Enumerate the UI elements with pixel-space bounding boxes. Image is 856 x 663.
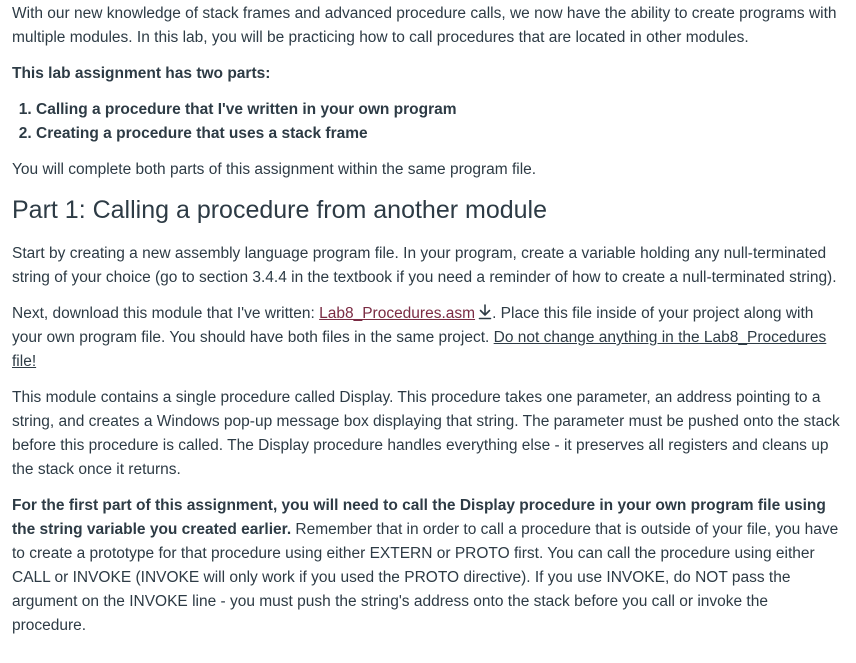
parts-list: [12, 98, 844, 146]
same-file-note: You will complete both parts of this assignment within the same program file.: [12, 161, 537, 178]
part1-instruction-rest: Remember that in order to call a procedure that is outside of your file, you have to create a prototype for that procedure using either EXTERN or PROTO first. You can call the procedure using either CALL or INVOKE (INVOKE will only work if you used the PROTO directive). If you use INVOKE, do NOT pass the argument on the INVOKE line - you must push the string's address onto the stack before you call or invoke the procedure.: [12, 521, 839, 634]
download-after-text: . Place this file inside of your project along with your own program file. You should have both files in the same project.: [12, 305, 814, 346]
download-intro-text: Next, download this module that I've written:: [12, 305, 320, 322]
part1-paragraph-1: Start by creating a new assembly language program file. In your program, create a variable holding any null-terminated string of your choice (go to section 3.4.4 in the textbook if you need a reminder of how to create a null-terminated string).: [12, 245, 837, 286]
do-not-change-warning: Do not change anything in the Lab8_Procedures file!: [12, 329, 827, 370]
part1-paragraph-3: This module contains a single procedure called Display. This procedure takes one parameter, an address pointing to a string, and creates a Windows pop-up message box displaying that string. The parameter must be pushed onto the stack before this procedure is called. The Display procedure handles everything else - it preserves all registers and cleans up the stack once it returns.: [12, 389, 840, 478]
part1-heading: Part 1: Calling a procedure from another module: [12, 196, 548, 224]
part1-paragraph-2: [12, 302, 844, 374]
parts-heading: This lab assignment has two parts:: [12, 65, 271, 82]
download-icon[interactable]: [478, 304, 492, 320]
part1-paragraph-4: [12, 494, 844, 638]
download-link-lab8-procedures[interactable]: Lab8_Procedures.asm: [319, 305, 476, 322]
parts-list-item: 1. Calling a procedure that I've written in your own program: [36, 98, 844, 122]
part1-instruction-bold: For the first part of this assignment, you will need to call the Display procedure in your own program file using the string variable you created earlier.: [12, 497, 826, 538]
intro-paragraph: With our new knowledge of stack frames and advanced procedure calls, we now have the ability to create programs with multiple modules. In this lab, you will be practicing how to call procedures that are located in other modules.: [12, 5, 837, 46]
parts-list-item: 2. Creating a procedure that uses a stack frame: [36, 122, 844, 146]
